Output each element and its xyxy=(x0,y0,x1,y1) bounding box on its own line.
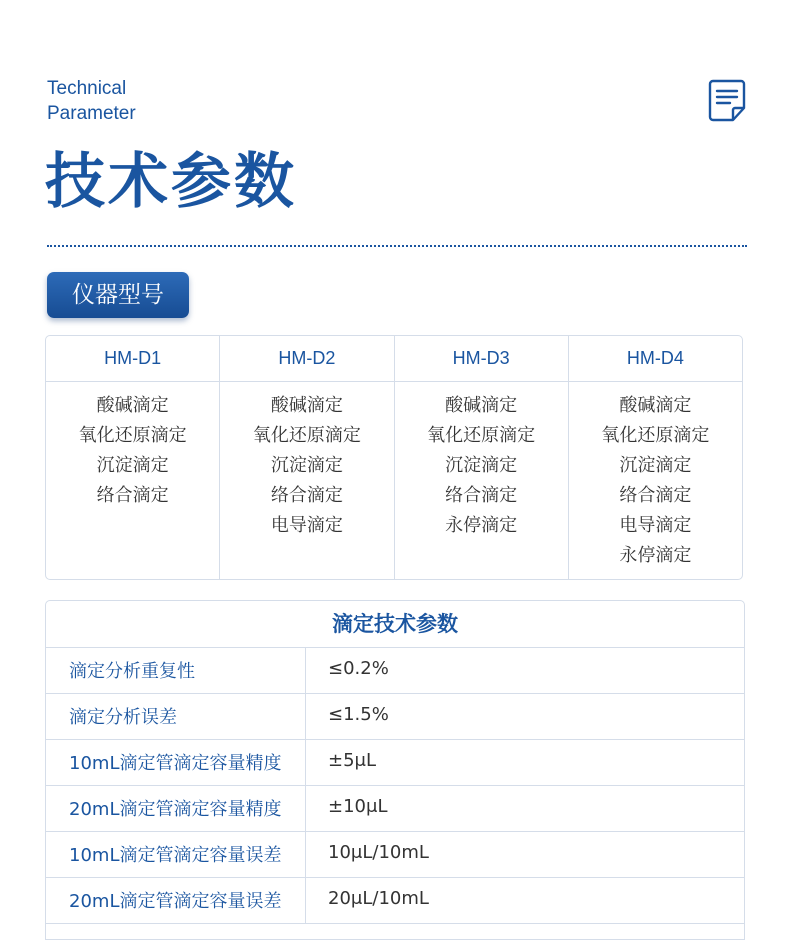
model-feature: 酸碱滴定 xyxy=(445,395,518,416)
model-feature: 电导滴定 xyxy=(619,515,692,536)
model-feature: 酸碱滴定 xyxy=(96,395,169,416)
model-feature: 酸碱滴定 xyxy=(619,395,692,416)
model-column xyxy=(46,336,220,579)
model-column xyxy=(220,336,394,579)
model-name: HM-D2 xyxy=(220,336,393,382)
model-name: HM-D1 xyxy=(46,336,219,382)
model-feature: 氧化还原滴定 xyxy=(427,425,536,446)
param-label: 滴定分析重复性 xyxy=(46,648,306,693)
param-label: 10mL滴定管滴定容量精度 xyxy=(46,740,306,785)
param-value: 10μL/10mL xyxy=(328,842,429,863)
model-feature: 沉淀滴定 xyxy=(96,455,169,476)
model-feature: 络合滴定 xyxy=(619,485,692,506)
english-title-line1: Technical xyxy=(47,78,127,99)
model-feature-list xyxy=(220,382,393,541)
param-value: ≤1.5% xyxy=(328,704,389,725)
model-feature: 永停滴定 xyxy=(445,515,518,536)
model-name: HM-D4 xyxy=(569,336,742,382)
model-table xyxy=(45,335,743,580)
param-label: 20mL滴定管滴定容量精度 xyxy=(46,786,306,831)
english-title-line2: Parameter xyxy=(47,103,136,124)
model-feature-list xyxy=(569,382,742,571)
model-feature: 氧化还原滴定 xyxy=(78,425,187,446)
param-value: ±10μL xyxy=(328,796,388,817)
titration-params-table xyxy=(45,600,745,940)
model-feature: 氧化还原滴定 xyxy=(601,425,710,446)
model-feature-list xyxy=(46,382,219,511)
model-column xyxy=(395,336,569,579)
model-column xyxy=(569,336,742,579)
model-name: HM-D3 xyxy=(395,336,568,382)
document-list-icon xyxy=(708,79,746,123)
model-feature: 酸碱滴定 xyxy=(270,395,343,416)
model-feature: 络合滴定 xyxy=(270,485,343,506)
model-feature: 沉淀滴定 xyxy=(619,455,692,476)
table-row xyxy=(46,878,744,924)
page-title: 技术参数 xyxy=(45,147,297,217)
model-feature: 络合滴定 xyxy=(96,485,169,506)
model-feature: 永停滴定 xyxy=(619,545,692,566)
param-label: 滴定分析误差 xyxy=(46,694,306,739)
model-feature: 电导滴定 xyxy=(270,515,343,536)
model-feature-list xyxy=(395,382,568,541)
table-row xyxy=(46,786,744,832)
model-feature: 沉淀滴定 xyxy=(270,455,343,476)
param-value: ≤0.2% xyxy=(328,658,389,679)
param-value: 20μL/10mL xyxy=(328,888,429,909)
model-feature: 络合滴定 xyxy=(445,485,518,506)
table-row xyxy=(46,832,744,878)
model-feature: 沉淀滴定 xyxy=(445,455,518,476)
english-title xyxy=(47,76,136,126)
table-row xyxy=(46,694,744,740)
param-label: 10mL滴定管滴定容量误差 xyxy=(46,832,306,877)
table-row xyxy=(46,648,744,694)
dotted-divider xyxy=(47,245,747,247)
model-section-badge: 仪器型号 xyxy=(47,272,189,318)
table-row xyxy=(46,740,744,786)
param-value: ±5μL xyxy=(328,750,377,771)
model-feature: 氧化还原滴定 xyxy=(252,425,361,446)
param-label: 20mL滴定管滴定容量误差 xyxy=(46,878,306,923)
params-table-title: 滴定技术参数 xyxy=(46,601,744,648)
